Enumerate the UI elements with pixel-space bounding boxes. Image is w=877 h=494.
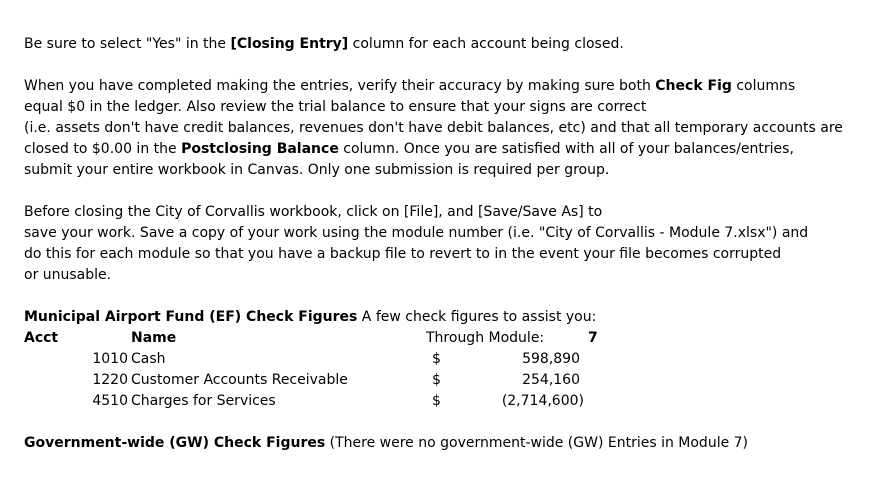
- acct-number: 1010: [92, 351, 128, 367]
- through-module-value: 7: [588, 330, 598, 346]
- currency-symbol: $: [432, 372, 441, 388]
- closing-entry-instruction: Be sure to select "Yes" in the [Closing Entry] column for each account being closed.: [24, 36, 624, 52]
- amount: 598,890: [522, 351, 580, 367]
- account-name: Charges for Services: [131, 393, 276, 409]
- amount: 254,160: [522, 372, 580, 388]
- postclosing-balance-label: Postclosing Balance: [181, 141, 339, 157]
- account-name: Customer Accounts Receivable: [131, 372, 348, 388]
- currency-symbol: $: [432, 351, 441, 367]
- acct-number: 1220: [92, 372, 128, 388]
- column-header-name: Name: [131, 330, 177, 346]
- through-module-label: Through Module:: [426, 330, 545, 346]
- amount: (2,714,600): [501, 393, 584, 409]
- acct-number: 4510: [92, 393, 128, 409]
- check-fig-label: Check Fig: [655, 78, 732, 94]
- currency-symbol: $: [432, 393, 441, 409]
- closing-entry-label: [Closing Entry]: [230, 36, 349, 52]
- gw-check-figures: [24, 435, 748, 452]
- gw-heading: Government-wide (GW) Check Figures: [24, 435, 326, 451]
- gw-note: (There were no government-wide (GW) Entries in Module 7): [325, 435, 749, 451]
- column-header-acct: Acct: [24, 330, 59, 346]
- airport-heading: Municipal Airport Fund (EF) Check Figures: [24, 309, 358, 325]
- account-name: Cash: [131, 351, 166, 367]
